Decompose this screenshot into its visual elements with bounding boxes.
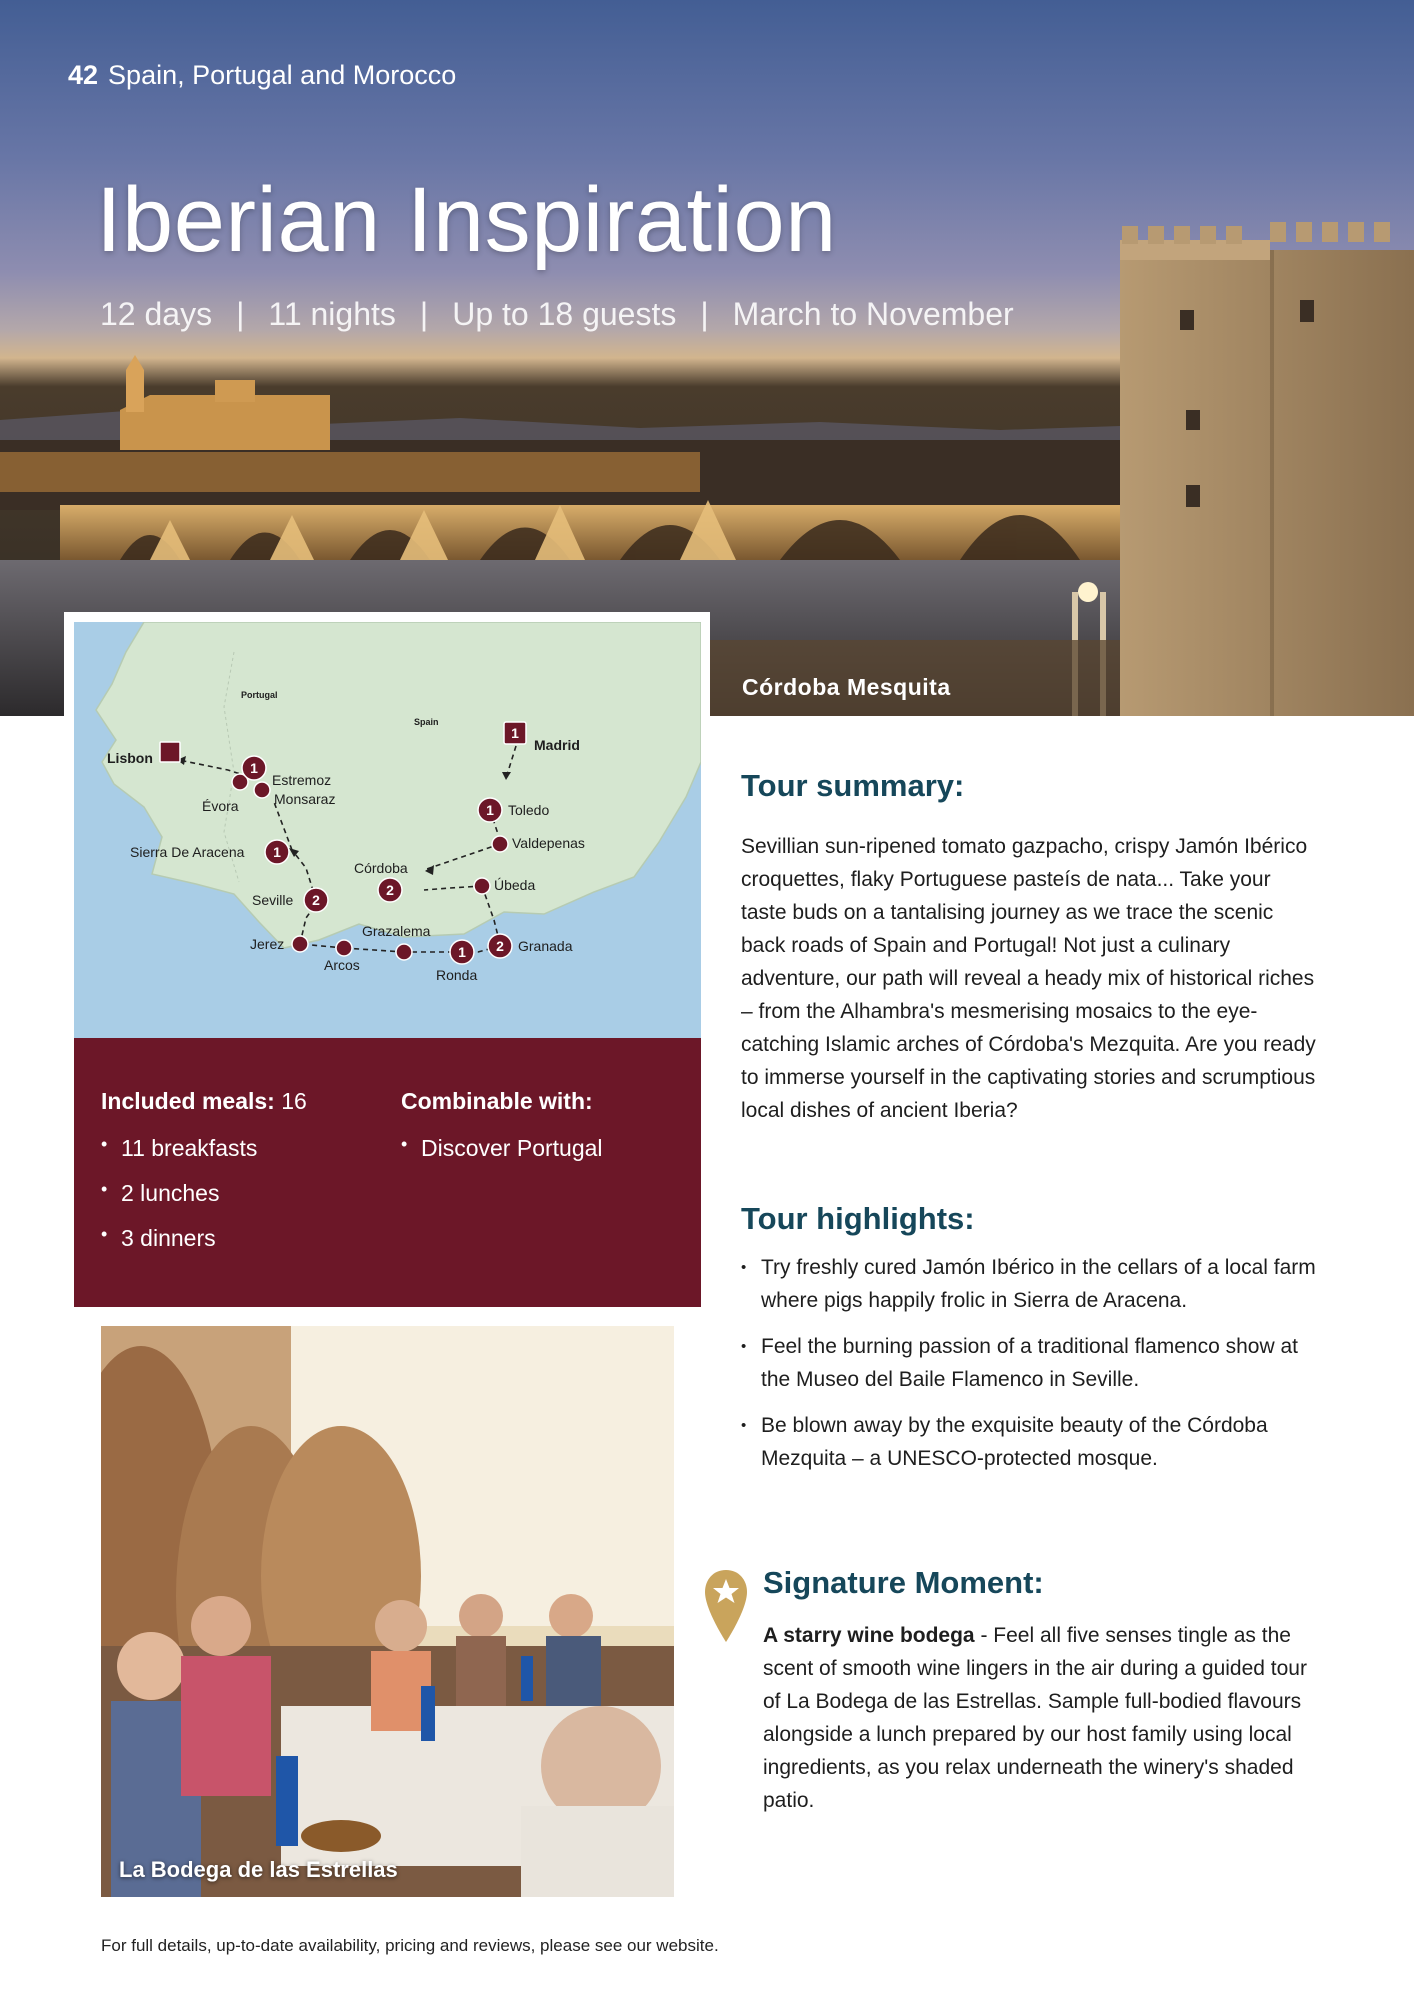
meals-heading [101,1088,307,1115]
tour-title: Iberian Inspiration [96,169,837,271]
meal-item: • 3 dinners [101,1225,307,1252]
tour-highlights-section [741,1201,1321,1488]
route-map-svg [74,622,701,1038]
stop-valdepenas: Valdepenas [512,835,585,851]
stop-grazalema: Grazalema [362,923,431,939]
meal-item: • 2 lunches [101,1180,307,1207]
page-number: 42 [68,60,99,90]
stat-separator: | [419,296,429,332]
country-label-spain: Spain [414,717,439,727]
stop-lisbon: Lisbon [107,750,153,766]
highlight-item: • Be blown away by the exquisite beauty of the Córdoba Mezquita – a UNESCO-protected mosque. [741,1409,1321,1475]
tour-summary-title: Tour summary: [741,768,965,803]
hero-caption: Córdoba Mesquita [742,674,951,700]
madrid-nights: 1 [511,725,519,741]
tour-stats [100,296,1014,333]
stop-cordoba: Córdoba [354,860,408,876]
signature-lead: A starry wine bodega [763,1624,975,1647]
granada-nights: 2 [496,938,504,954]
highlight-item: • Feel the burning passion of a traditional flamenco show at the Museo del Baile Flamenco in Seville. [741,1330,1321,1396]
bodega-scene [101,1326,674,1897]
cordoba-nights: 2 [386,882,394,898]
combinable-list [401,1135,603,1162]
meal-item: • 11 breakfasts [101,1135,307,1162]
combinable-heading: Combinable with: [401,1088,593,1114]
toledo-nights: 1 [486,802,494,818]
stop-monsaraz: Monsaraz [274,791,336,807]
meals-label: Included meals: [101,1088,275,1114]
stop-ubeda: Úbeda [494,877,536,893]
signature-section [763,1565,1323,1817]
signature-description: - Feel all five senses tingle as the scent of smooth wine lingers in the air during a guided tour of La Bodega de las Estrellas. Sample full-bodied flavours alongside a lunch prepared by our host family using local ingredients, as you relax underneath the winery's shaded patio. [763,1624,1307,1812]
meals-panel [74,1038,701,1307]
tour-summary-text: Sevillian sun-ripened tomato gazpacho, crispy Jamón Ibérico croquettes, flaky Portuguese pasteís de nata... Take your taste buds on a tantalising journey as we trace the scenic back roads of Spain and Portugal! Not just a culinary adventure, our path will reveal a heady mix of historical riches – from the Alhambra's mesmerising mosaics to the eye-catching Islamic arches of Córdoba's Mezquita. Are you ready to immerse yourself in the captivating stories and scrumptious local dishes of ancient Iberia? [741,835,1316,1122]
stat-guests: Up to 18 guests [452,296,677,332]
stop-seville: Seville [252,892,294,908]
stop-ronda: Ronda [436,967,478,983]
bodega-caption: La Bodega de las Estrellas [119,1857,398,1882]
highlight-item: • Try freshly cured Jamón Ibérico in the cellars of a local farm where pigs happily frolic in Sierra de Aracena. [741,1251,1321,1317]
stop-evora: Évora [202,798,239,814]
signature-pin-icon [703,1568,749,1649]
signature-text [763,1619,1323,1817]
bodega-photo [101,1326,674,1897]
country-label-portugal: Portugal [241,690,278,700]
highlights-list [741,1251,1321,1475]
hero-photo [0,0,1414,716]
stop-granada: Granada [518,938,573,954]
stop-toledo: Toledo [508,802,550,818]
route-map [74,622,701,1038]
section-name: Spain, Portugal and Morocco [108,60,457,90]
page-header [68,60,456,91]
stop-arcos: Arcos [324,957,360,973]
stat-season: March to November [732,296,1014,332]
stop-sierra-de-aracena: Sierra De Aracena [130,844,245,860]
signature-title: Signature Moment: [763,1565,1044,1600]
stat-separator: | [236,296,245,332]
meals-list [101,1135,307,1252]
tour-highlights-title: Tour highlights: [741,1201,975,1236]
meals-column [101,1088,307,1270]
stop-madrid: Madrid [534,737,580,753]
combinable-item: • Discover Portugal [401,1135,603,1162]
stop-estremoz: Estremoz [272,772,332,788]
combinable-column [401,1088,603,1180]
footer-note: For full details, up-to-date availability, pricing and reviews, please see our website. [101,1936,719,1955]
seville-nights: 2 [312,892,320,908]
tour-summary-section [741,768,1321,1127]
aracena-nights: 1 [273,844,281,860]
stat-duration-days: 12 days [100,296,213,332]
stat-separator: | [700,296,709,332]
stop-jerez: Jerez [250,936,285,952]
hero-scene [0,0,1414,716]
meals-count: 16 [281,1088,307,1114]
ronda-nights: 1 [458,944,466,960]
stat-nights: 11 nights [268,296,396,332]
estremoz-nights: 1 [250,760,258,776]
